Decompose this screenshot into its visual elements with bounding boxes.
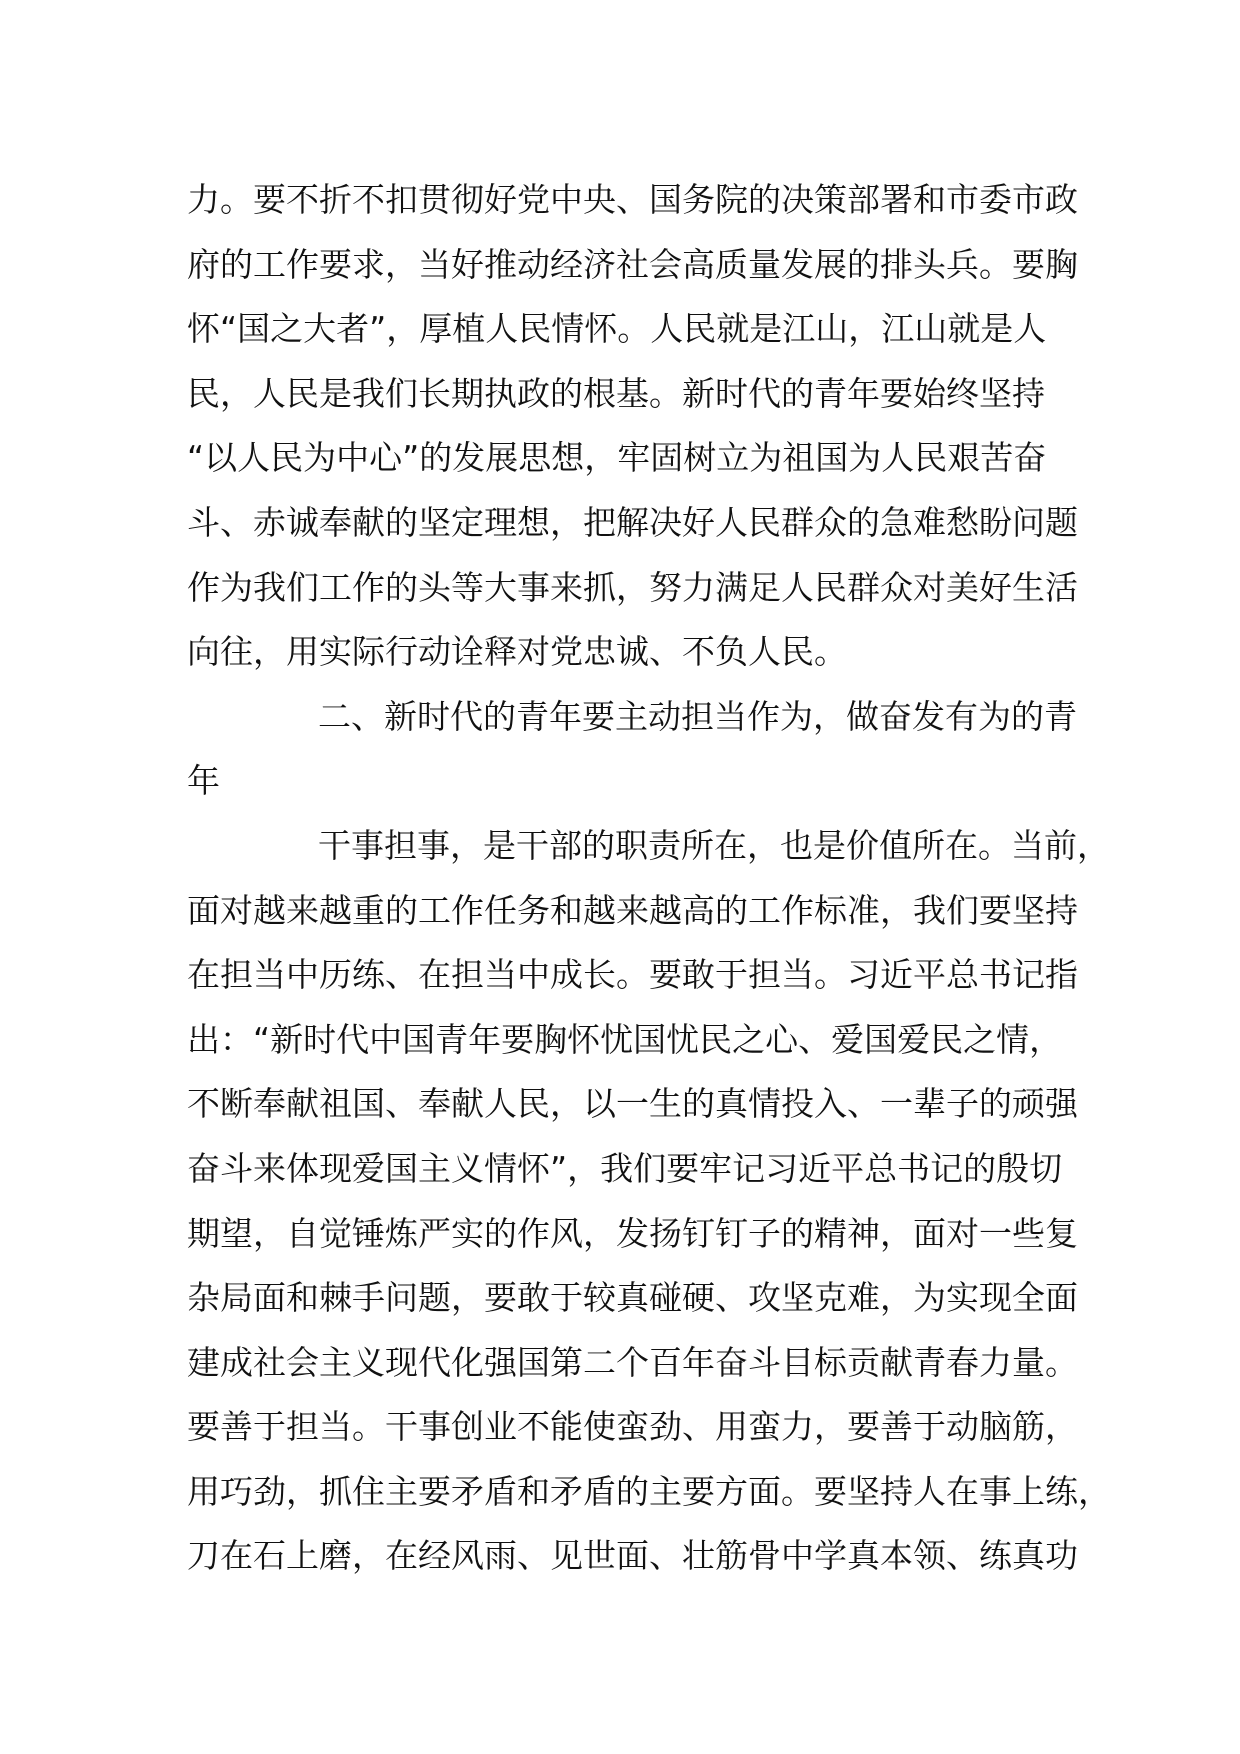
text-line: 不断奉献祖国、奉献人民，以一生的真情投入、一辈子的顽强 [187,1084,1078,1124]
text-line: 要善于担当。干事创业不能使蛮劲、用蛮力，要善于动脑筋， [187,1407,1078,1447]
text-line: 斗、赤诚奉献的坚定理想，把解决好人民群众的急难愁盼问题 [187,502,1078,542]
text-line: 向往，用实际行动诠释对党忠诚、不负人民。 [187,632,847,672]
text-line: 出：“新时代中国青年要胸怀忧国忧民之心、爱国爱民之情， [187,1019,1063,1059]
text-line: 力。要不折不扣贯彻好党中央、国务院的决策部署和市委市政 [187,180,1078,219]
section-heading-continued: 年 [187,761,220,801]
text-line: 期望，自觉锤炼严实的作风，发扬钉钉子的精神，面对一些复 [187,1213,1078,1253]
text-line: 府的工作要求，当好推动经济社会高质量发展的排头兵。要胸 [187,244,1078,284]
text-line: 怀“国之大者”，厚植人民情怀。人民就是江山，江山就是人 [187,309,1047,349]
text-line: 面对越来越重的工作任务和越来越高的工作标准，我们要坚持 [187,890,1078,930]
paragraph-start: 干事担事，是干部的职责所在，也是价值所在。当前， [318,825,1110,865]
text-line: 杂局面和棘手问题，要敢于较真碰硬、攻坚克难，为实现全面 [187,1278,1078,1318]
text-line: 用巧劲，抓住主要矛盾和矛盾的主要方面。要坚持人在事上练， [187,1471,1111,1511]
text-line: 民，人民是我们长期执政的根基。新时代的青年要始终坚持 [187,373,1045,413]
body-text [187,168,1111,1589]
text-line: 建成社会主义现代化强国第二个百年奋斗目标贡献青春力量。 [187,1342,1078,1382]
text-line: 作为我们工作的头等大事来抓，努力满足人民群众对美好生活 [187,567,1078,607]
text-line: 刀在石上磨，在经风雨、见世面、壮筋骨中学真本领、练真功 [187,1536,1078,1576]
text-line: 奋斗来体现爱国主义情怀”，我们要牢记习近平总书记的殷切 [187,1148,1063,1188]
text-line: 在担当中历练、在担当中成长。要敢于担当。习近平总书记指 [187,955,1078,995]
section-heading: 二、新时代的青年要主动担当作为，做奋发有为的青 [318,696,1077,736]
text-line: “以人民为中心”的发展思想，牢固树立为祖国为人民艰苦奋 [187,438,1047,478]
